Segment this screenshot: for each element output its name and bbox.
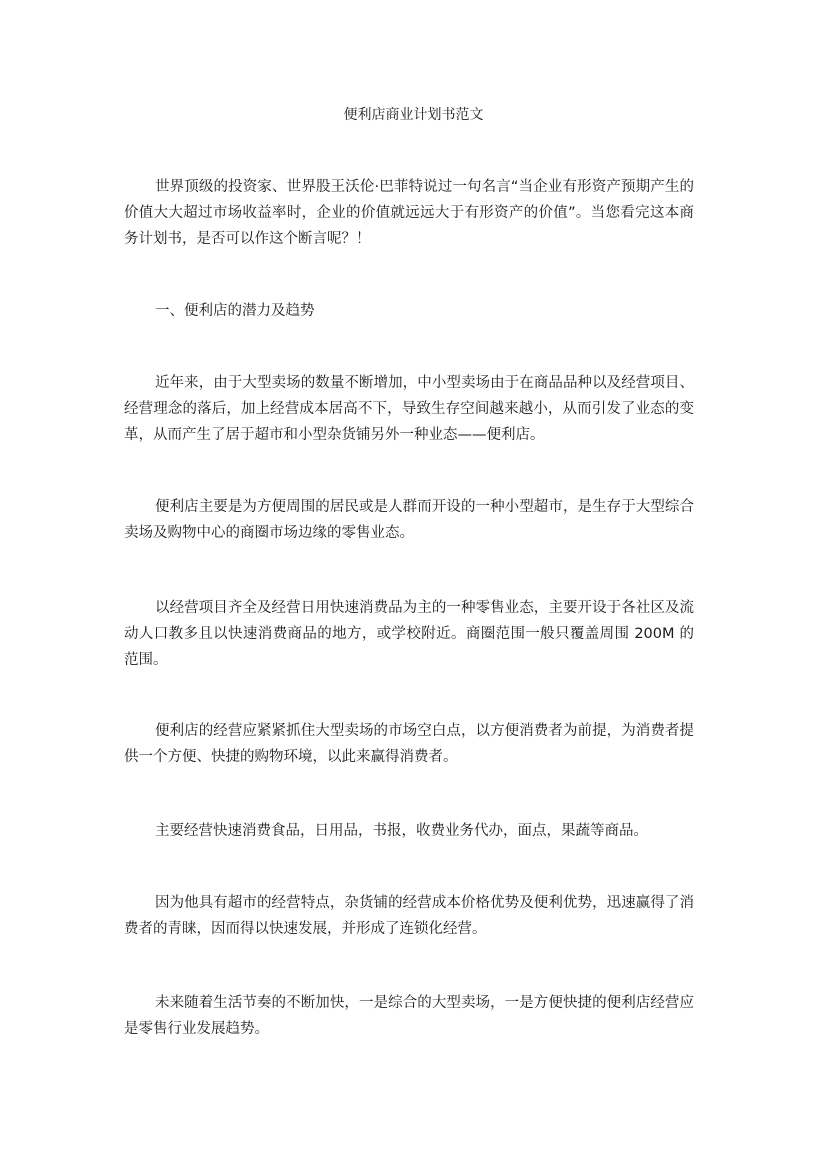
body-paragraph: 以经营项目齐全及经营日用快速消费品为主的一种零售业态，主要开设于各社区及流动人口教多且以快速消费商品的地方，或学校附近。商圈范围一般只覆盖周围 200M 的范围。 bbox=[124, 600, 694, 668]
intro-paragraph: 世界顶级的投资家、世界股王沃伦·巴菲特说过一句名言“当企业有形资产预期产生的价值大大超过市场收益率时，企业的价值就远远大于有形资产的价值”。当您看完这本商务计划书，是否可以作这个断言呢？！ bbox=[124, 179, 694, 247]
body-paragraph: 便利店的经营应紧紧抓住大型卖场的市场空白点，以方便消费者为前提，为消费者提供一个方便、快捷的购物环境，以此来赢得消费者。 bbox=[124, 723, 694, 765]
body-paragraph: 因为他具有超市的经营特点，杂货铺的经营成本价格优势及便利优势，迅速赢得了消费者的青睐，因而得以快速发展，并形成了连锁化经营。 bbox=[124, 895, 694, 937]
body-paragraph: 未来随着生活节奏的不断加快，一是综合的大型卖场，一是方便快捷的便利店经营应是零售行业发展趋势。 bbox=[124, 995, 694, 1037]
section-heading: 一、便利店的潜力及趋势 bbox=[155, 303, 315, 319]
body-paragraph: 便利店主要是为方便周围的居民或是人群而开设的一种小型超市，是生存于大型综合卖场及购物中心的商圈市场边缘的零售业态。 bbox=[124, 499, 694, 541]
body-paragraph: 主要经营快速消费食品，日用品，书报，收费业务代办，面点，果蔬等商品。 bbox=[155, 823, 648, 839]
body-paragraph: 近年来，由于大型卖场的数量不断增加，中小型卖场由于在商品品种以及经营项目、经营理念的落后，加上经营成本居高不下，导致生存空间越来越小，从而引发了业态的变革，从而产生了居于超市和小型杂货铺另外一种业态——便利店。 bbox=[124, 375, 694, 443]
page-title: 便利店商业计划书范文 bbox=[343, 107, 484, 123]
